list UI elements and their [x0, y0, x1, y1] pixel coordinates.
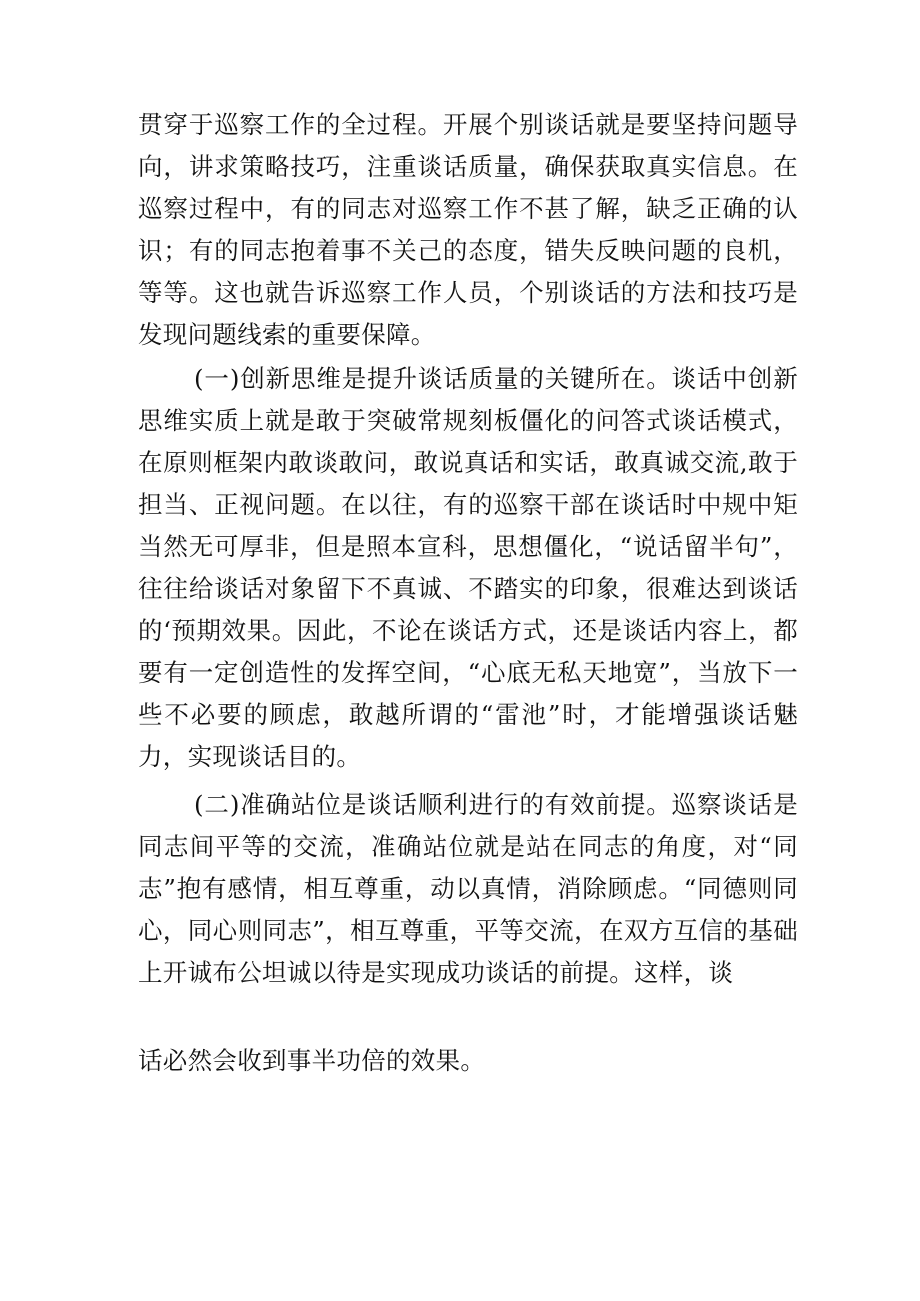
paragraph-accurate-positioning: (二)准确站位是谈话顺利进行的有效前提。巡察谈话是同志间平等的交流，准确站位就是站在同志的角度，对“同志”抱有感情，相互尊重，动以真情，消除顾虑。“同德则同心，同心则同志”，相互尊重，平等交流，在双方互信的基础上开诚布公坦诚以待是实现成功谈话的前提。这样，谈	[138, 790, 798, 987]
paragraph-intro: 贯穿于巡察工作的全过程。开展个别谈话就是要坚持问题导向，讲求策略技巧，注重谈话质量，确保获取真实信息。在巡察过程中，有的同志对巡察工作不甚了解，缺乏正确的认识；有的同志抱着事不关己的态度，错失反映问题的良机，等等。这也就告诉巡察工作人员，个别谈话的方法和技巧是发现问题线索的重要保障。	[138, 110, 798, 349]
paragraph-innovative-thinking: (一)创新思维是提升谈话质量的关键所在。谈话中创新思维实质上就是敢于突破常规刻板僵化的问答式谈话模式，在原则框架内敢谈敢问，敢说真话和实话，敢真诚交流,敢于担当、正视问题。在以往，有的巡察干部在谈话时中规中矩当然无可厚非，但是照本宣科，思想僵化，“说话留半句”，往往给谈话对象留下不真诚、不踏实的印象，很难达到谈话的‘预期效果。因此，不论在谈话方式，还是谈话内容上，都要有一定创造性的发挥空间，“心底无私天地宽”，当放下一些不必要的顾虑，敢越所谓的“雷池”时，才能增强谈话魅力，实现谈话目的。	[138, 364, 798, 771]
paragraph-continuation: 话必然会收到事半功倍的效果。	[138, 1046, 486, 1075]
